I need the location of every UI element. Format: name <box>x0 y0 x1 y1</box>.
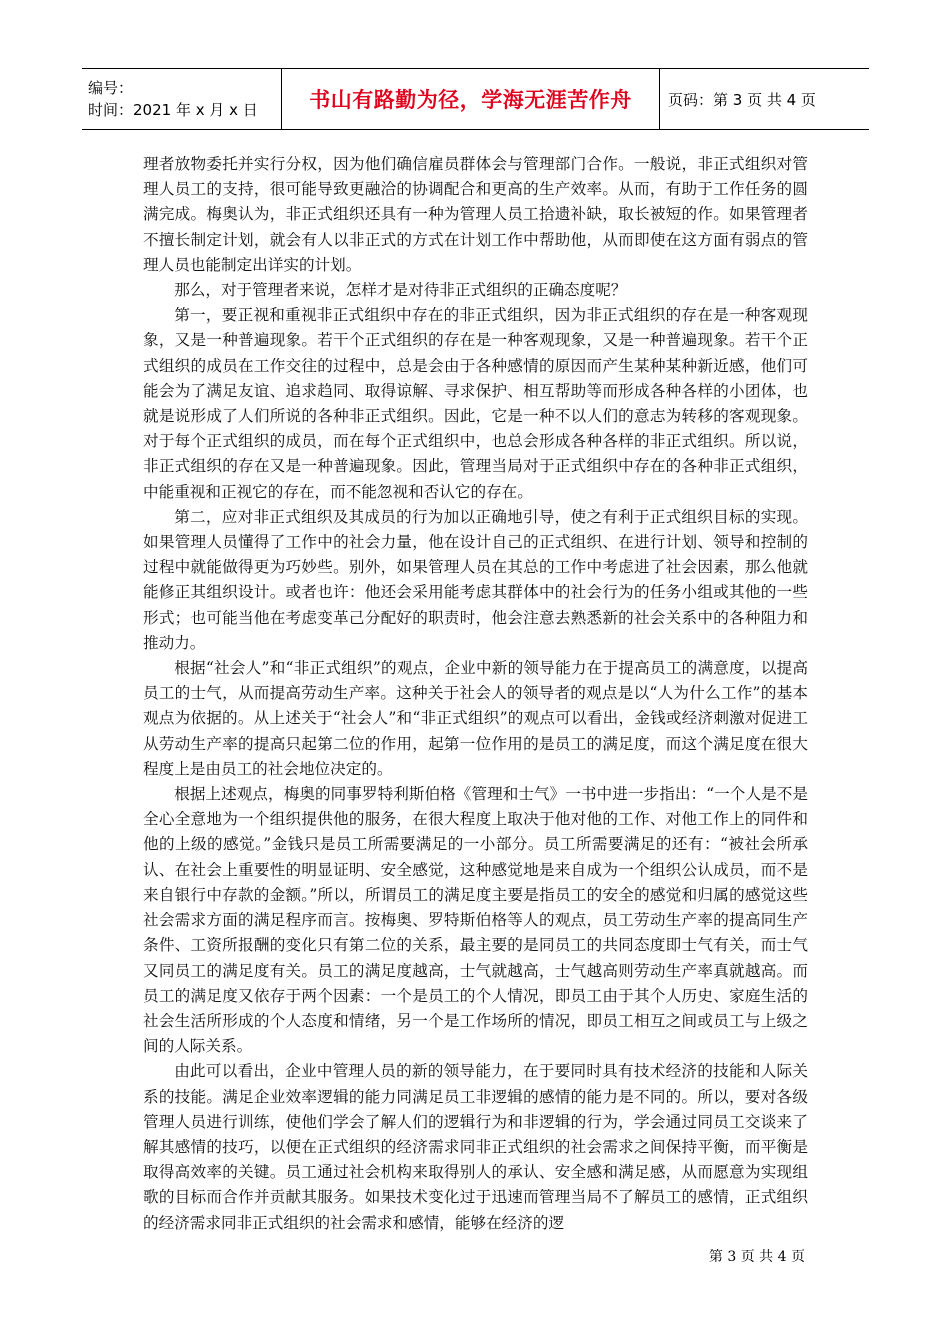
page-header <box>82 68 869 130</box>
document-number-label: 编号： <box>88 79 134 97</box>
body-paragraph: 由此可以看出，企业中管理人员的新的领导能力，在于要同时具有技术经济的技能和人际关系的技能。满足企业效率逻辑的能力同满足员工非逻辑的感情的能力是不同的。所以，要对各级管理人员进行训练，使他们学会了解人们的逻辑行为和非逻辑的行为，学会通过同员工交谈来了解其感情的技巧，以便在正式组织的经济需求同非正式组织的社会需求之间保持平衡，而平衡是取得高效率的关键。员工通过社会机构来取得别人的承认、安全感和满足感，从而愿意为实现组歌的目标而合作并贡献其服务。如果技术变化过于迅速而管理当局不了解员工的感情，正式组织的经济需求同非正式组织的社会需求和感情，能够在经济的逻 <box>143 1062 808 1232</box>
body-paragraph: 第一，要正视和重视非正式组织中存在的非正式组织，因为非正式组织的存在是一种客观现象，又是一种普遍现象。若干个正式组织的存在是一种客观现象，又是一种普遍现象。若干个正式组织的成员在工作交往的过程中，总是会由于各种感情的原因而产生某种某种新近感，他们可能会为了满足友谊、追求趋同、取得谅解、寻求保护、相互帮助等而形成各种各样的小团体，也就是说形成了人们所说的各种非正式组织。因此，它是一种不以人们的意志为转移的客观现象。对于每个正式组织的成员，而在每个正式组织中，也总会形成各种各样的非正式组织。所以说，非正式组织的存在又是一种普遍现象。因此，管理当局对于正式组织中存在的各种非正式组织，中能重视和正视它的存在，而不能忽视和否认它的存在。 <box>143 306 808 501</box>
document-body <box>143 152 808 1236</box>
body-paragraph: 根据上述观点，梅奥的同事罗特利斯伯格《管理和士气》一书中进一步指出：“一个人是不是全心全意地为一个组织提供他的服务，在很大程度上取决于他对他的工作、对他工作上的同件和他的上级的感觉。”金钱只是员工所需要满足的一小部分。员工所需要满足的还有：“被社会所承认、在社会上重要性的明显证明、安全感觉，这种感觉地是来自成为一个组织公认成员，而不是来自银行中存款的金额。”所以，所谓员工的满足度主要是指员工的安全的感觉和归属的感觉这些社会需求方面的满足程序而言。按梅奥、罗特斯伯格等人的观点，员工劳动生产率的提高同生产条件、工资所报酬的变化只有第二位的关系，最主要的是同员工的共同态度即士气有关，而士气又同员工的满足度有关。员工的满足度越高，士气就越高，士气越高则劳动生产率真就越高。而员工的满足度又依存于两个因素：一个是员工的个人情况，即员工由于其个人历史、家庭生活的社会生活所形成的个人态度和情绪，另一个是工作场所的情况，即员工相互之间或员工与上级之间的人际关系。 <box>143 785 808 1056</box>
header-meta <box>82 69 282 129</box>
body-paragraph: 根据“社会人”和“非正式组织”的观点，企业中新的领导能力在于提高员工的满意度，以提高员工的士气，从而提高劳动生产率。这种关于社会人的领导者的观点是以“人为什么工作”的基本观点为依据的。从上述关于“社会人”和“非正式组织”的观点可以看出，金钱或经济刺激对促进工从劳动生产率的提高只起第二位的作用，起第一位作用的是员工的满足度，而这个满足度在很大程度上是由员工的社会地位决定的。 <box>143 659 808 778</box>
header-motto: 书山有路勤为径，学海无涯苦作舟 <box>282 69 660 129</box>
header-page-number: 页码：第 3 页 共 4 页 <box>668 90 816 109</box>
page-footer: 第 3 页 共 4 页 <box>708 1249 805 1265</box>
document-date-label: 时间：2021 年 x 月 x 日 <box>88 101 258 119</box>
body-paragraph: 那么，对于管理者来说，怎样才是对待非正式组织的正确态度呢？ <box>174 281 627 300</box>
body-paragraph: 理者放物委托并实行分权，因为他们确信雇员群体会与管理部门合作。一般说，非正式组织对管理人员工的支持，很可能导致更融洽的协调配合和更高的生产效率。从而，有助于工作任务的圆满完成。梅奥认为，非正式组织还具有一种为管理人员工拾遗补缺，取长被短的作。如果管理者不擅长制定计划，就会有人以非正式的方式在计划工作中帮助他，从而即使在这方面有弱点的管理人员也能制定出详实的计划。 <box>143 155 808 274</box>
body-paragraph: 第二，应对非正式组织及其成员的行为加以正确地引导，使之有利于正式组织目标的实现。如果管理人员懂得了工作中的社会力量，他在设计自己的正式组织、在进行计划、领导和控制的过程中就能做得更为巧妙些。别外，如果管理人员在其总的工作中考虑进了社会因素，那么他就能修正其组织设计。或者也许：他还会采用能考虑其群体中的社会行为的任务小组或其他的一些形式；也可能当他在考虑变革己分配好的职责时，他会注意去熟悉新的社会关系中的各种阻力和推动力。 <box>143 507 808 652</box>
